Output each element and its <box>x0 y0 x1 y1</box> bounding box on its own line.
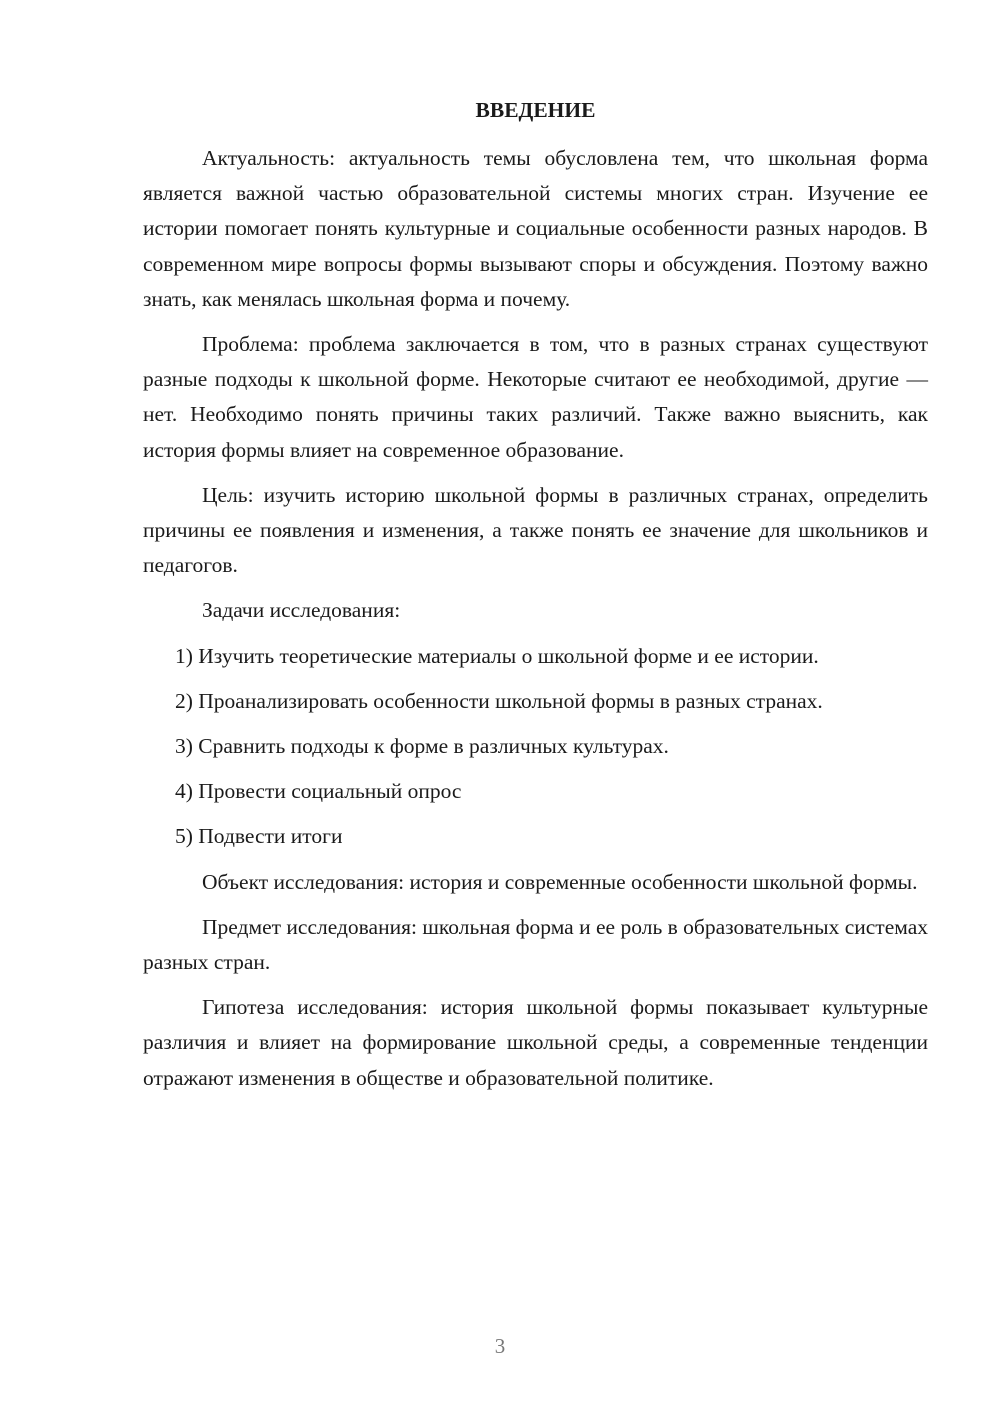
tasks-heading: Задачи исследования: <box>202 598 401 623</box>
task-item-1: 1) Изучить теоретические материалы о школьной форме и ее истории. <box>175 643 819 668</box>
paragraph-subject: Предмет исследования: школьная форма и ее роль в образовательных системах разных стран. <box>143 914 928 975</box>
task-item-4: 4) Провести социальный опрос <box>175 779 462 804</box>
task-item-3: 3) Сравнить подходы к форме в различных культурах. <box>175 734 669 759</box>
paragraph-hypothesis: Гипотеза исследования: история школьной формы показывает культурные различия и влияет на формирование школьной среды, а современные тенденции отражают изменения в обществе и образовательной политике. <box>143 995 928 1090</box>
paragraph-goal: Цель: изучить историю школьной формы в различных странах, определить причины ее появления и изменения, а также понять ее значение для школьников и педагогов. <box>143 482 928 578</box>
page-number: 3 <box>494 1334 506 1358</box>
page-content <box>143 96 928 1106</box>
section-title: ВВЕДЕНИЕ <box>475 98 596 122</box>
paragraph-problem: Проблема: проблема заключается в том, что в разных странах существуют разные подходы к школьной форме. Некоторые считают ее необходимой, другие — нет. Необходимо понять причины таких различий. Также важно выяснить, как история формы влияет на современное образование. <box>143 332 928 462</box>
task-item-2: 2) Проанализировать особенности школьной формы в разных странах. <box>175 688 823 713</box>
task-item-5: 5) Подвести итоги <box>175 824 343 849</box>
paragraph-relevance: Актуальность: актуальность темы обусловлена тем, что школьная форма является важной частью образовательной системы многих стран. Изучение ее истории помогает понять культурные и социальные особенности разных народов. В современном мире вопросы формы вызывают споры и обсуждения. Поэтому важно знать, как менялась школьная форма и почему. <box>143 146 928 311</box>
paragraph-object: Объект исследования: история и современные особенности школьной формы. <box>202 869 918 894</box>
